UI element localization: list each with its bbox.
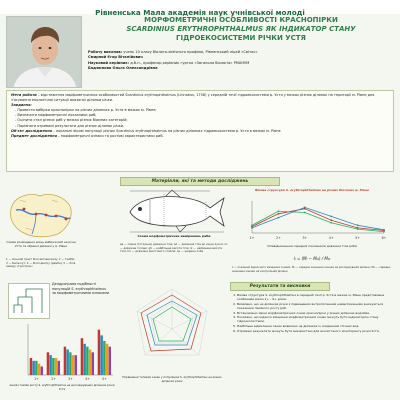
data-point bbox=[330, 215, 332, 217]
bar bbox=[75, 355, 77, 375]
supervisor-text: д.б.н., професор,керівник гуртка «Загальна біологія» РМАНУМ bbox=[130, 60, 250, 65]
goal-label: Мета роботи bbox=[11, 93, 37, 97]
academy-name: Рівненська Мала академія наук учнівської молоді bbox=[95, 8, 305, 17]
bar bbox=[98, 330, 100, 375]
x-tick-label: 2+ bbox=[276, 236, 281, 240]
map-legend: 1 — міський тракт біля автовокзалу; 2 — Грабів; 3 — Басів кут; 4 — біля Центру (дамба); 5 — біля заводу «Газотрон» bbox=[6, 257, 76, 269]
x-tick-label: 2+ bbox=[51, 377, 56, 381]
object-text: – локальні вікові популяції різних Scardinius erythrophthalmus на різних ділянках гідроекосистеми р. Устя в межах м. Рівне bbox=[53, 128, 281, 133]
intro-text bbox=[7, 91, 393, 141]
bar bbox=[109, 347, 111, 375]
formula-note: Iᵢ — показник відносного зміщення ознаки; Mᵢ — середнє значення ознаки на досліджуваній ділянці; Mᵢ₀ — середнє значення ознаки на контрольній ділянці bbox=[232, 266, 391, 273]
authors-block bbox=[88, 50, 394, 72]
result-item: 6. Отримані результати можуть бути використані для екологічного моніторингу річки Устя. bbox=[237, 329, 394, 333]
results-list bbox=[230, 293, 394, 333]
bar bbox=[100, 335, 102, 375]
task-item: - Порівняти отримані результати для різних ділянок річки. bbox=[15, 123, 125, 128]
series-line bbox=[252, 207, 384, 229]
bar bbox=[32, 361, 34, 375]
task-item: - Провести вибірки краснопірки на різних ділянках р. Устя в межах м. Рівне; bbox=[15, 108, 157, 113]
x-tick-label: 3+ bbox=[302, 236, 308, 240]
bar bbox=[58, 361, 60, 375]
result-item: 3. Встановлено зміни морфометричних ознак краснопірки у різних ділянках водойми. bbox=[237, 311, 394, 315]
data-point bbox=[357, 224, 359, 226]
result-item: 2. Виявлено, що на ділянках річки з підвищеним антропогенним навантаженням знижуються показники лінійного росту риб. bbox=[237, 302, 394, 310]
poster-title bbox=[88, 16, 394, 50]
bar-chart-caption: Аналіз темпів росту S. erythrophthalmus на досліджуваних ділянках річки Устя bbox=[9, 383, 115, 391]
supervisor-label: Науковий керівник: bbox=[88, 60, 130, 65]
bar bbox=[92, 352, 94, 375]
result-item: 1. Вікова структура S. erythrophthalmus в середній течії р. Устя в межах м. Рівне представлена особинами віком 1+ – 6+ років. bbox=[237, 293, 394, 301]
x-tick-label: 4+ bbox=[328, 236, 334, 240]
bar bbox=[52, 358, 54, 375]
task-item: - Визначити морфометричні показники риб; bbox=[15, 113, 97, 118]
fish-caption: Схема морфометричних вимірювань риби bbox=[137, 234, 211, 238]
result-item: 5. Найбільші відхилення ознак виявлено на ділянках із скиданням стічних вод. bbox=[237, 324, 394, 328]
bar bbox=[103, 341, 105, 375]
x-tick-label: 1+ bbox=[249, 236, 255, 240]
data-point bbox=[383, 229, 385, 231]
bar bbox=[35, 361, 37, 375]
subject-text: – морфометричні ознаки та ростові характеристики риб. bbox=[58, 133, 164, 138]
object-label: Об'єкт дослідження bbox=[11, 128, 53, 133]
bar bbox=[47, 352, 49, 375]
x-tick-label: 3+ bbox=[68, 377, 73, 381]
data-point bbox=[278, 213, 280, 215]
bar bbox=[81, 338, 83, 375]
data-point bbox=[383, 231, 385, 233]
bar bbox=[69, 352, 71, 375]
radar-chart bbox=[127, 283, 217, 375]
x-tick-label: 5+ bbox=[355, 236, 360, 240]
header-bar bbox=[0, 0, 400, 17]
bar bbox=[64, 347, 66, 375]
author-photo bbox=[6, 16, 82, 88]
x-tick-label: 1+ bbox=[34, 377, 39, 381]
bar bbox=[49, 355, 51, 375]
bar bbox=[86, 347, 88, 375]
river-map bbox=[6, 188, 76, 240]
results-heading: Результати та висновки bbox=[230, 282, 330, 291]
data-point bbox=[357, 228, 359, 230]
fish-diagram bbox=[120, 188, 228, 234]
data-point bbox=[304, 207, 306, 209]
title-line-1: МОРФОМЕТРИЧНІ ОСОБЛИВОСТІ КРАСНОПІРКИ bbox=[144, 16, 338, 24]
author-name: Смирний Єгор Віталійович bbox=[88, 55, 143, 60]
work-text: учень 10 класу біолого-хімічного профілю, Рівненський ліцей «Світоч» bbox=[123, 50, 258, 54]
fish-notes: ав — повна (тотальна) довжина тіла; ad — довжина тіла до кінця луски; ос — довжина голови; gh — найбільша висота тіла; ik — найменша висота тіла; lm — довжина хвостового стебла; op — ширина лоба bbox=[120, 242, 228, 254]
bar bbox=[83, 344, 85, 375]
dendrogram bbox=[8, 283, 50, 319]
x-tick-label: 4+ bbox=[85, 377, 90, 381]
dendrogram-caption: Дендрограма подібності популяцій S. erythrophthalmus за морфометричними ознаками bbox=[52, 282, 110, 296]
growth-bar-chart bbox=[20, 322, 115, 382]
bar bbox=[66, 350, 68, 376]
map-caption: Схема розміщення місць вибірки риб на річці Устя та обраної ділянки у м. Рівне bbox=[6, 240, 76, 248]
radar-caption: Порівняння типових ознак у популяціях S. erythrophthalmus на різних ділянках річки bbox=[122, 375, 222, 383]
goal-text: – відстеження морфометричних особливостей Scardinius erythrophthalmus (Linnaeus, 1758) у середній течії гідроекосистеми р. Устя у межах різних ділянок на території м. Рівне для з'ясування екологічної ситуації вказаної ділянки річки. bbox=[11, 93, 375, 103]
bar bbox=[55, 358, 57, 375]
bar bbox=[38, 364, 40, 375]
line-chart-title: Вікова структура S. erythrophthalmus на різних біотопах м. Рівне bbox=[254, 188, 369, 192]
title-line-3: ГІДРОЕКОСИСТЕМИ РІЧКИ УСТЯ bbox=[176, 34, 306, 42]
bar bbox=[106, 344, 108, 375]
data-point bbox=[278, 210, 280, 212]
title-line-2: SCARDINIUS ERYTHROPHTHALMUS ЯК ІНДИКАТОР СТАНУ bbox=[126, 25, 356, 33]
age-structure-line-chart bbox=[242, 198, 388, 242]
task-item: - Оцінити стан різних риб у межах різних біомних категорій; bbox=[15, 118, 128, 123]
data-point bbox=[330, 222, 332, 224]
bar bbox=[89, 350, 91, 376]
x-tick-label: 5+ bbox=[102, 377, 107, 381]
x-tick-label: 6+ bbox=[381, 236, 387, 240]
index-formula: Iᵢ = (Mᵢ − Mᵢ₀) / Mᵢ₀ bbox=[293, 256, 331, 261]
result-item: 4. Показано, що індекси зміщення морфометричних ознак можуть бути індикатором стану гідроекосистеми. bbox=[237, 315, 394, 323]
data-point bbox=[278, 217, 280, 219]
data-point bbox=[251, 227, 253, 229]
bar bbox=[72, 355, 74, 375]
bar bbox=[30, 358, 32, 375]
supervisor-name: Бадзюнова Ольга Олександрівна bbox=[88, 66, 158, 71]
data-point bbox=[251, 224, 253, 226]
data-point bbox=[330, 219, 332, 221]
materials-heading: Матеріали, які та методи досліджень bbox=[120, 177, 280, 186]
subject-label: Предмет дослідження bbox=[11, 133, 57, 138]
intro-panel bbox=[6, 90, 394, 172]
work-label: Роботу виконав: bbox=[88, 50, 123, 54]
tasks-label: Завдання: bbox=[11, 103, 32, 108]
bar bbox=[41, 367, 43, 376]
data-point bbox=[304, 212, 306, 214]
line-chart-caption: Співвідношення середніх показників довжини тіла риби bbox=[267, 244, 357, 248]
